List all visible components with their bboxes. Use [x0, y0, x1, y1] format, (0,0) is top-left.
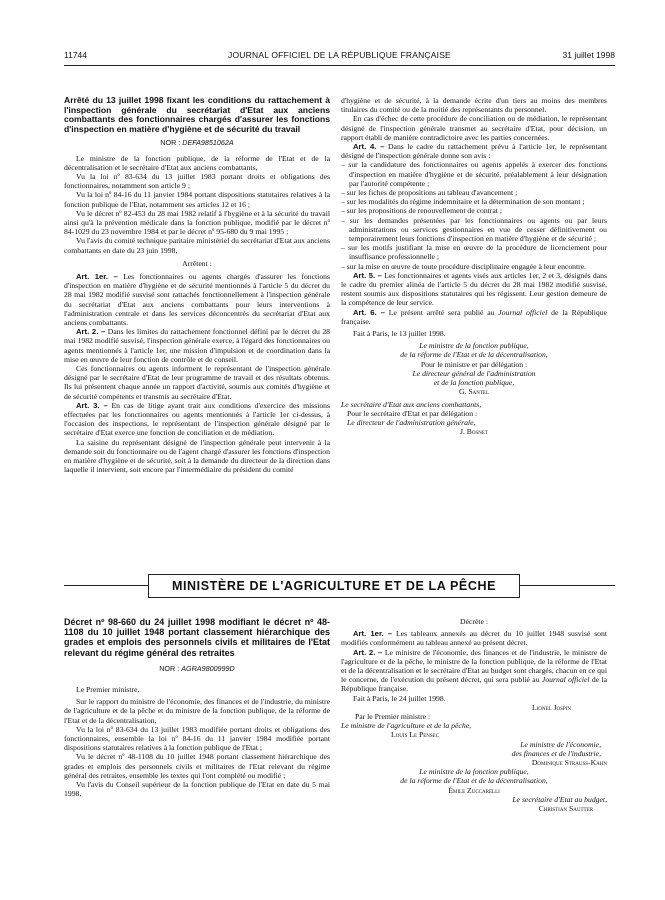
article-3-continued: d'hygiène et de sécurité, à la demande écrite d'un tiers au moins des membres titulaires du comité ou de la moitié des représentants du personnel. — [341, 96, 607, 115]
decret-visa: Vu l'avis du Conseil supérieur de la fonction publique de l'Etat en date du 5 mai 1998, — [64, 780, 330, 799]
decret-fait: Fait à Paris, le 24 juillet 1998. — [353, 693, 446, 703]
decret-article-2: Art. 2. – Le ministre de l'économie, des finances et de l'industrie, le ministre de l'agriculture et de la pêche, le ministre de la fonction publique, de la réforme de l'Etat et de la décentralisation et le secrétaire d'Etat au budget sont chargés, chacun en ce qui le concerne, de l'exécution du présent décret, qui sera publié au Journal officiel de la République française. — [341, 647, 608, 694]
article-4-item: – sur la mise en œuvre de toute procédure disciplinaire engagée à leur encontre. — [341, 261, 587, 271]
min-agri-name: Louis Le Pensec — [391, 730, 440, 740]
issue-date: 31 juillet 1998 — [562, 50, 615, 60]
premier-ministre: Le Premier ministre, — [76, 685, 140, 695]
article-4-item: – sur les motifs justifiant la mise en œuvre de la procédure de licenciement pour insuffisance professionnelle ; — [341, 243, 607, 262]
page-header — [64, 50, 615, 64]
sec-budget: Le secrétaire d'Etat au budget, — [512, 794, 607, 804]
sig1-line1: Le ministre de la fonction publique, — [419, 341, 529, 351]
decret-visa: Vu le décret nº 48-1108 du 10 juillet 1948 portant classement hiérarchique des grades et emplois des personnels civils et militaires de l'Etat relevant du régime général des retraites, ensemble les textes qui l'ont complété ou modifié ; — [64, 752, 330, 780]
min-eco-line1: Le ministre de l'économie, — [520, 739, 601, 749]
arrete-right-column — [341, 96, 607, 436]
journal-title: JOURNAL OFFICIEL DE LA RÉPUBLIQUE FRANÇAISE — [228, 50, 451, 60]
par-premier-ministre: Par le Premier ministre : — [355, 712, 431, 722]
decret-left-column — [64, 617, 330, 798]
decret-article-1: Art. 1er. – Les tableaux annexés au décret du 10 juillet 1948 susvisé sont modifiés conformément au tableau annexé au présent décret. — [341, 629, 608, 648]
arrete-nor: NOR : DEFA9851062A — [160, 138, 234, 148]
article-4: Art. 4. – Dans le cadre du rattachement prévu à l'article 1er, le représentant désigné de l'inspection générale donne son avis : — [341, 142, 607, 161]
arretent-heading: Arrêtent : — [182, 258, 212, 268]
page-number: 11744 — [64, 50, 88, 60]
ministry-heading: MINISTÈRE DE L'AGRICULTURE ET DE LA PÊCHE — [148, 574, 520, 598]
min-eco-name: Dominique Strauss-Kahn — [531, 758, 607, 768]
decret-visa: Vu la loi nº 83-634 du 13 juillet 1983 modifiée portant droits et obligations des fonctionnaires, ensemble la loi nº 84-16 du 11 janvier 1984 modifiée portant dispositions statutaires relatives à la fonction publique de l'Etat ; — [64, 724, 330, 753]
article-4-item: – sur les propositions de renouvellement de contrat ; — [341, 206, 502, 216]
sec-budget-name: Christian Sautter — [538, 804, 593, 814]
arrete-fait: Fait à Paris, le 13 juillet 1998. — [353, 329, 446, 339]
min-fp-name: Émile Zuccarelli — [448, 785, 500, 795]
sig1-name: G. Santel — [458, 387, 490, 397]
box-rule-right — [519, 585, 615, 586]
article-3: Art. 3. – En cas de litige ayant trait aux conditions d'exercice des missions effectuées par les fonctionnaires ou agents mentionnés à l'article 1er ci-dessus, à l'occasion des inspections, le représentant de l'inspection générale désigné par le secrétaire d'Etat exerce une fonction de conciliation et de médiation. — [64, 400, 331, 438]
article-3-para: La saisine du représentant désigné de l'inspection générale peut intervenir à la demande soit du fonctionnaire ou de l'agent chargé d'assurer les fonctions d'inspection en matière d'hygiène et de sécurité, soit à la demande du directeur de la direction dans laquelle il intervient, soit encore par l'intermédiaire du président du comité — [64, 437, 330, 475]
arrete-visa: Vu l'avis du comité technique paritaire ministériel du secrétariat d'Etat aux anciens combattants en date du 23 juin 1998, — [64, 236, 330, 255]
arrete-visa: Vu la loi nº 83-634 du 13 juillet 1983 portant droits et obligations des fonctionnaires, notamment son article 9 ; — [64, 171, 330, 191]
decret-nor-code: AGRA9800999D — [181, 663, 235, 673]
decret-right-column — [341, 617, 607, 813]
article-3-para-2: En cas d'échec de cette procédure de conciliation ou de médiation, le représentant désigné de l'inspection générale transmet au secrétaire d'Etat, pour décision, un rapport établi de manière contradictoire avec les parties concernées. — [341, 114, 607, 142]
min-fp-line2: de la réforme de l'Etat et de la décentralisation, — [400, 776, 548, 786]
arrete-title: Arrêté du 13 juillet 1998 fixant les conditions du rattachement à l'inspection générale du secrétariat d'Etat aux anciens combattants des fonctionnaires chargés d'assurer les fonctions d'inspection en matière d'hygiène et de sécurité du travail — [64, 95, 330, 134]
arrete-visa: Le ministre de la fonction publique, de la réforme de l'Etat et de la décentralisation et le secrétaire d'Etat aux anciens combattants, — [64, 153, 330, 172]
sig2-line3: Le directeur de l'administration générale, — [347, 417, 476, 427]
article-6: Art. 6. – Le présent arrêté sera publié au Journal officiel de la République française. — [341, 307, 608, 326]
article-1: Art. 1er. – Les fonctionnaires ou agents chargés d'assurer les fonctions d'inspection en matière d'hygiène et de sécurité mentionnés à l'article 5 du décret du 28 mai 1982 modifié susvisé sont rattachés fonctionnellement à l'inspection générale du secrétariat d'Etat aux anciens combattants pour leurs interventions à l'administration centrale et dans les services déconcentrés du secrétariat d'Etat aux anciens combattants. — [64, 272, 330, 328]
article-4-item: – sur les modalités du régime indemnitaire et la détermination de son montant ; — [341, 197, 585, 207]
decret-visa: Sur le rapport du ministre de l'économie, des finances et de l'industrie, du ministre de l'agriculture et de la pêche et du ministre de la fonction publique, de la réforme de l'Etat et de la décentralisation, — [64, 697, 330, 725]
sig1-line3: Pour le ministre et par délégation : — [420, 359, 528, 369]
min-fp-line1: Le ministre de la fonction publique, — [419, 767, 529, 777]
pm-name: Lionel Jospin — [531, 702, 571, 712]
arrete-nor-code: DEFA9851062A — [182, 138, 234, 148]
decret-title: Décret nº 98-660 du 24 juillet 1998 modifiant le décret nº 48-1108 du 10 juillet 1948 portant classement hiérarchique des grades et emplois des personnels civils et militaires de l'Etat relevant du régime général des retraites — [64, 617, 330, 658]
article-4-item: – sur les demandes présentées par les fonctionnaires ou agents ou par leurs administrations ou services gestionnaires en vue de cesser définitivement ou temporairement leurs fonctions d'inspection en matière d'hygiène et de sécurité ; — [341, 215, 607, 244]
arrete-left-column — [64, 96, 330, 474]
sig1-line2: de la réforme de l'Etat et de la décentralisation, — [400, 350, 548, 360]
min-eco-line2: des finances et de l'industrie, — [511, 748, 601, 758]
sig2-line1: Le secrétaire d'Etat aux anciens combattants, — [341, 399, 482, 409]
decrete-heading: Décrète : — [460, 617, 488, 626]
sig2-line2: Pour le secrétaire d'Etat et par délégation : — [347, 408, 478, 418]
arrete-visa: Vu la loi nº 84-16 du 11 janvier 1984 portant dispositions statutaires relatives à la fonction publique de l'Etat, notamment ses articles 12 et 16 ; — [64, 190, 330, 209]
article-2: Art. 2. – Dans les limites du rattachement fonctionnel défini par le décret du 28 mai 1982 modifié susvisé, l'inspection générale exerce, à l'égard des fonctionnaires ou agents mentionnés à l'article 1er, une mission d'impulsion et de coordination dans la mise en œuvre de leur fonction de contrôle et de conseil. — [64, 327, 331, 364]
arrete-visa: Vu le décret nº 82-453 du 28 mai 1982 relatif à l'hygiène et à la sécurité du travail ainsi qu'à la prévention médicale dans la fonction publique, modifié par le décret nº 84-1029 du 23 novembre 1984 et par le décret nº 95-680 du 9 mai 1995 ; — [64, 208, 330, 237]
decret-nor: NOR : AGRA9800999D — [159, 663, 235, 673]
article-2-para: Ces fonctionnaires ou agents informent le représentant de l'inspection générale désigné par le secrétaire d'Etat de leur programme de travail et des résultats obtenus. Ils lui présentent chaque année un rapport d'activité, soumis aux comités d'hygiène et de sécurité compétents et transmis au secrétaire d'Etat. — [64, 364, 330, 401]
header-rule — [64, 65, 615, 66]
box-rule-left — [64, 585, 148, 586]
article-4-item: – sur la candidature des fonctionnaires ou agents appelés à exercer des fonctions d'inspection en matière d'hygiène et de sécurité, préalablement à leur désignation par l'autorité compétente ; — [341, 160, 607, 188]
min-agri: Le ministre de l'agriculture et de la pêche, — [341, 721, 472, 731]
sig1-line4: Le directeur général de l'administration — [412, 368, 536, 378]
article-5: Art. 5. – Les fonctionnaires et agents visés aux articles 1er, 2 et 3, désignés dans le cadre du premier alinéa de l'article 5 du décret du 28 mai 1982 modifié susvisé, restent soumis aux dispositions statutaires qui les régissent. Leur gestion demeure de la compétence de leur service. — [341, 270, 607, 308]
sig2-name: J. Bosnet — [459, 427, 489, 437]
article-4-item: – sur les fiches de propositions au tableau d'avancement ; — [341, 188, 518, 198]
sig1-line5: et de la fonction publique, — [433, 378, 515, 388]
